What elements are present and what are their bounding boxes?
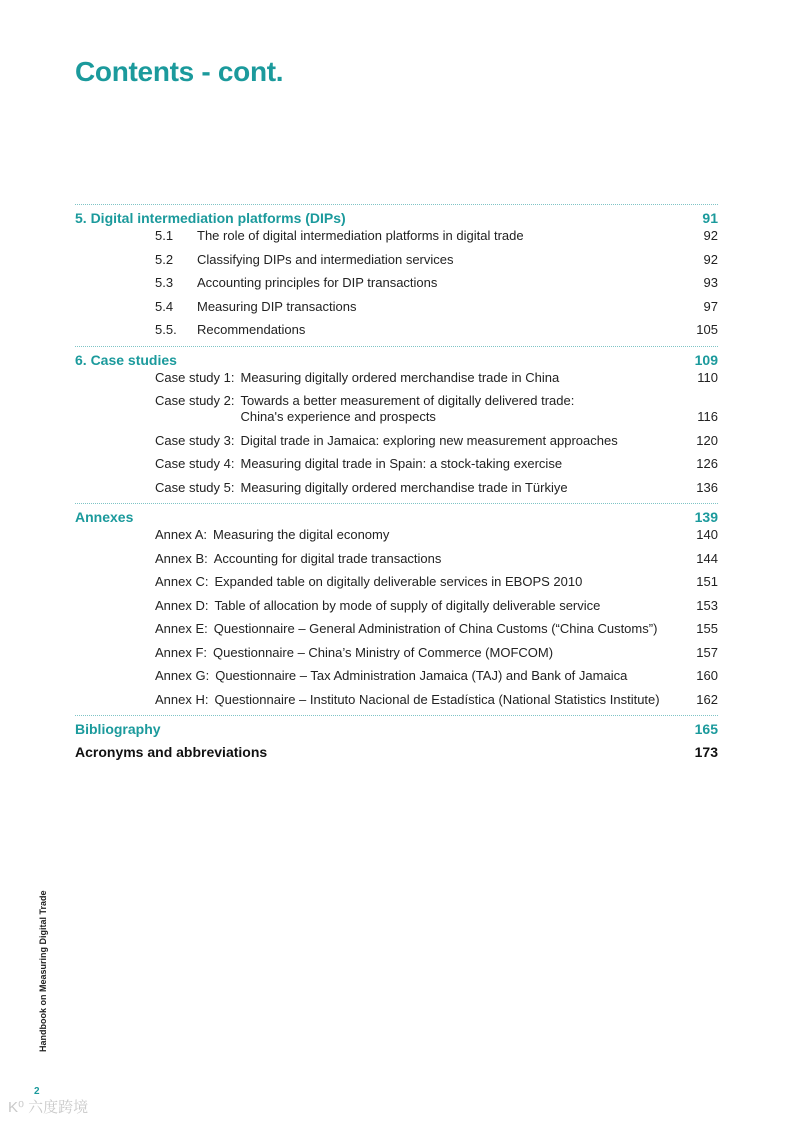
entry-title: Digital trade in Jamaica: exploring new measurement approaches (240, 432, 618, 448)
entry-label: Annex C: (155, 574, 209, 589)
entry-page: 136 (696, 479, 718, 495)
section-title: Annexes (75, 509, 134, 525)
entry-page: 93 (703, 275, 718, 290)
entry-label: Case study 5: (155, 479, 235, 495)
toc-entry[interactable] (155, 433, 718, 449)
toc-entry[interactable] (155, 645, 718, 661)
entry-page: 126 (696, 456, 718, 471)
entry-title: Measuring the digital economy (213, 527, 390, 542)
entry-label: Annex E: (155, 621, 208, 636)
section-page: 139 (694, 509, 718, 525)
entry-title: Expanded table on digitally deliverable services in EBOPS 2010 (214, 574, 583, 589)
entry-number: 5.3 (155, 275, 174, 290)
entry-label: Annex G: (155, 668, 210, 683)
entry-label: Case study 3: (155, 432, 235, 448)
entry-label: Annex H: (155, 691, 209, 707)
entry-title: Accounting principles for DIP transactions (197, 275, 438, 290)
toc-section-bibliography (75, 715, 718, 762)
section-page: 109 (694, 351, 718, 368)
entry-number: 5.1 (155, 228, 174, 243)
toc-entry[interactable] (155, 252, 718, 268)
entry-title: Recommendations (197, 322, 306, 337)
running-title: Handbook on Measuring Digital Trade (38, 890, 48, 1052)
toc-entry[interactable] (155, 480, 718, 496)
entry-page: 155 (696, 621, 718, 636)
section-title: 6. Case studies (75, 351, 177, 368)
toc-entry[interactable] (155, 456, 718, 472)
entry-page: 110 (697, 369, 718, 385)
entry-title: Measuring digitally ordered merchandise trade in China (240, 369, 560, 385)
entry-page: 160 (696, 668, 718, 683)
toc-entry[interactable] (155, 668, 718, 684)
page-title: Contents - cont. (75, 56, 284, 87)
toc-entry[interactable] (155, 275, 718, 291)
entry-number: 5.5. (155, 322, 177, 337)
toc-entry[interactable] (155, 621, 718, 637)
entry-title (241, 393, 679, 425)
page-number: 2 (34, 1086, 40, 1097)
entry-page: 92 (703, 228, 718, 243)
entry-page: 162 (696, 691, 718, 707)
entry-page: 157 (696, 644, 718, 660)
entry-page: 105 (696, 322, 718, 337)
watermark: K⁰ 六度跨境 (8, 1099, 89, 1116)
toc-section-heading[interactable] (75, 507, 718, 527)
toc-section-heading[interactable] (75, 208, 718, 228)
entry-label: Annex D: (155, 597, 209, 613)
entry-label: Case study 1: (155, 369, 235, 385)
entry-title: The role of digital intermediation platforms in digital trade (197, 228, 524, 243)
toc-entry[interactable] (155, 370, 718, 386)
entry-title: Questionnaire – Instituto Nacional de Estadística (National Statistics Institute) (214, 691, 660, 707)
table-of-contents (75, 204, 718, 762)
toc-entry[interactable] (155, 228, 718, 244)
entry-title: Table of allocation by mode of supply of digitally deliverable service (214, 597, 601, 613)
entry-label: Case study 2: (155, 393, 235, 408)
entry-title: Questionnaire – China’s Ministry of Commerce (MOFCOM) (213, 644, 554, 660)
section-title: 5. Digital intermediation platforms (DIPs) (75, 210, 346, 226)
entry-label: Annex A: (155, 527, 208, 542)
entry-title: Classifying DIPs and intermediation services (197, 251, 454, 267)
toc-entry[interactable] (155, 692, 718, 708)
entry-title: Measuring digital trade in Spain: a stock-taking exercise (240, 456, 563, 471)
toc-entry[interactable] (155, 393, 718, 425)
toc-entry[interactable] (155, 527, 718, 543)
entry-page: 97 (703, 298, 718, 314)
toc-entry[interactable] (155, 322, 718, 338)
entry-label: Case study 4: (155, 456, 235, 471)
entry-label: Annex B: (155, 550, 208, 566)
entry-page: 144 (696, 550, 718, 566)
section-page: 165 (694, 721, 718, 737)
toc-entry[interactable] (155, 299, 718, 315)
entry-title-line-1: Towards a better measurement of digitally delivered trade: (240, 393, 575, 408)
toc-entry[interactable] (155, 574, 718, 590)
entry-title-line-2: China's experience and prospects (240, 409, 436, 424)
entry-title: Measuring digitally ordered merchandise trade in Türkiye (240, 479, 568, 495)
entry-number: 5.4 (155, 298, 174, 314)
toc-section-heading[interactable] (75, 350, 718, 370)
entry-page: 151 (696, 574, 718, 589)
toc-section-5 (75, 204, 718, 338)
entry-title: Measuring DIP transactions (197, 298, 357, 314)
entry-page: 140 (696, 527, 718, 542)
toc-section-6 (75, 346, 718, 496)
section-title: Acronyms and abbreviations (75, 744, 268, 760)
entry-label: Annex F: (155, 644, 208, 660)
entry-page: 153 (696, 597, 718, 613)
entry-page: 116 (697, 409, 718, 424)
entry-number: 5.2 (155, 251, 174, 267)
entry-page: 120 (696, 432, 718, 448)
section-page: 173 (694, 744, 718, 760)
toc-section-heading[interactable] (75, 719, 718, 739)
toc-entry[interactable] (155, 551, 718, 567)
entry-title: Questionnaire – General Administration of China Customs (“China Customs”) (213, 621, 658, 636)
toc-entry[interactable] (155, 598, 718, 614)
toc-section-heading[interactable] (75, 742, 718, 762)
toc-section-annexes (75, 503, 718, 708)
entry-title: Accounting for digital trade transactions (213, 550, 442, 566)
entry-page: 92 (703, 251, 718, 267)
entry-title: Questionnaire – Tax Administration Jamaica (TAJ) and Bank of Jamaica (215, 668, 628, 683)
section-title: Bibliography (75, 721, 161, 737)
section-page: 91 (702, 210, 718, 226)
